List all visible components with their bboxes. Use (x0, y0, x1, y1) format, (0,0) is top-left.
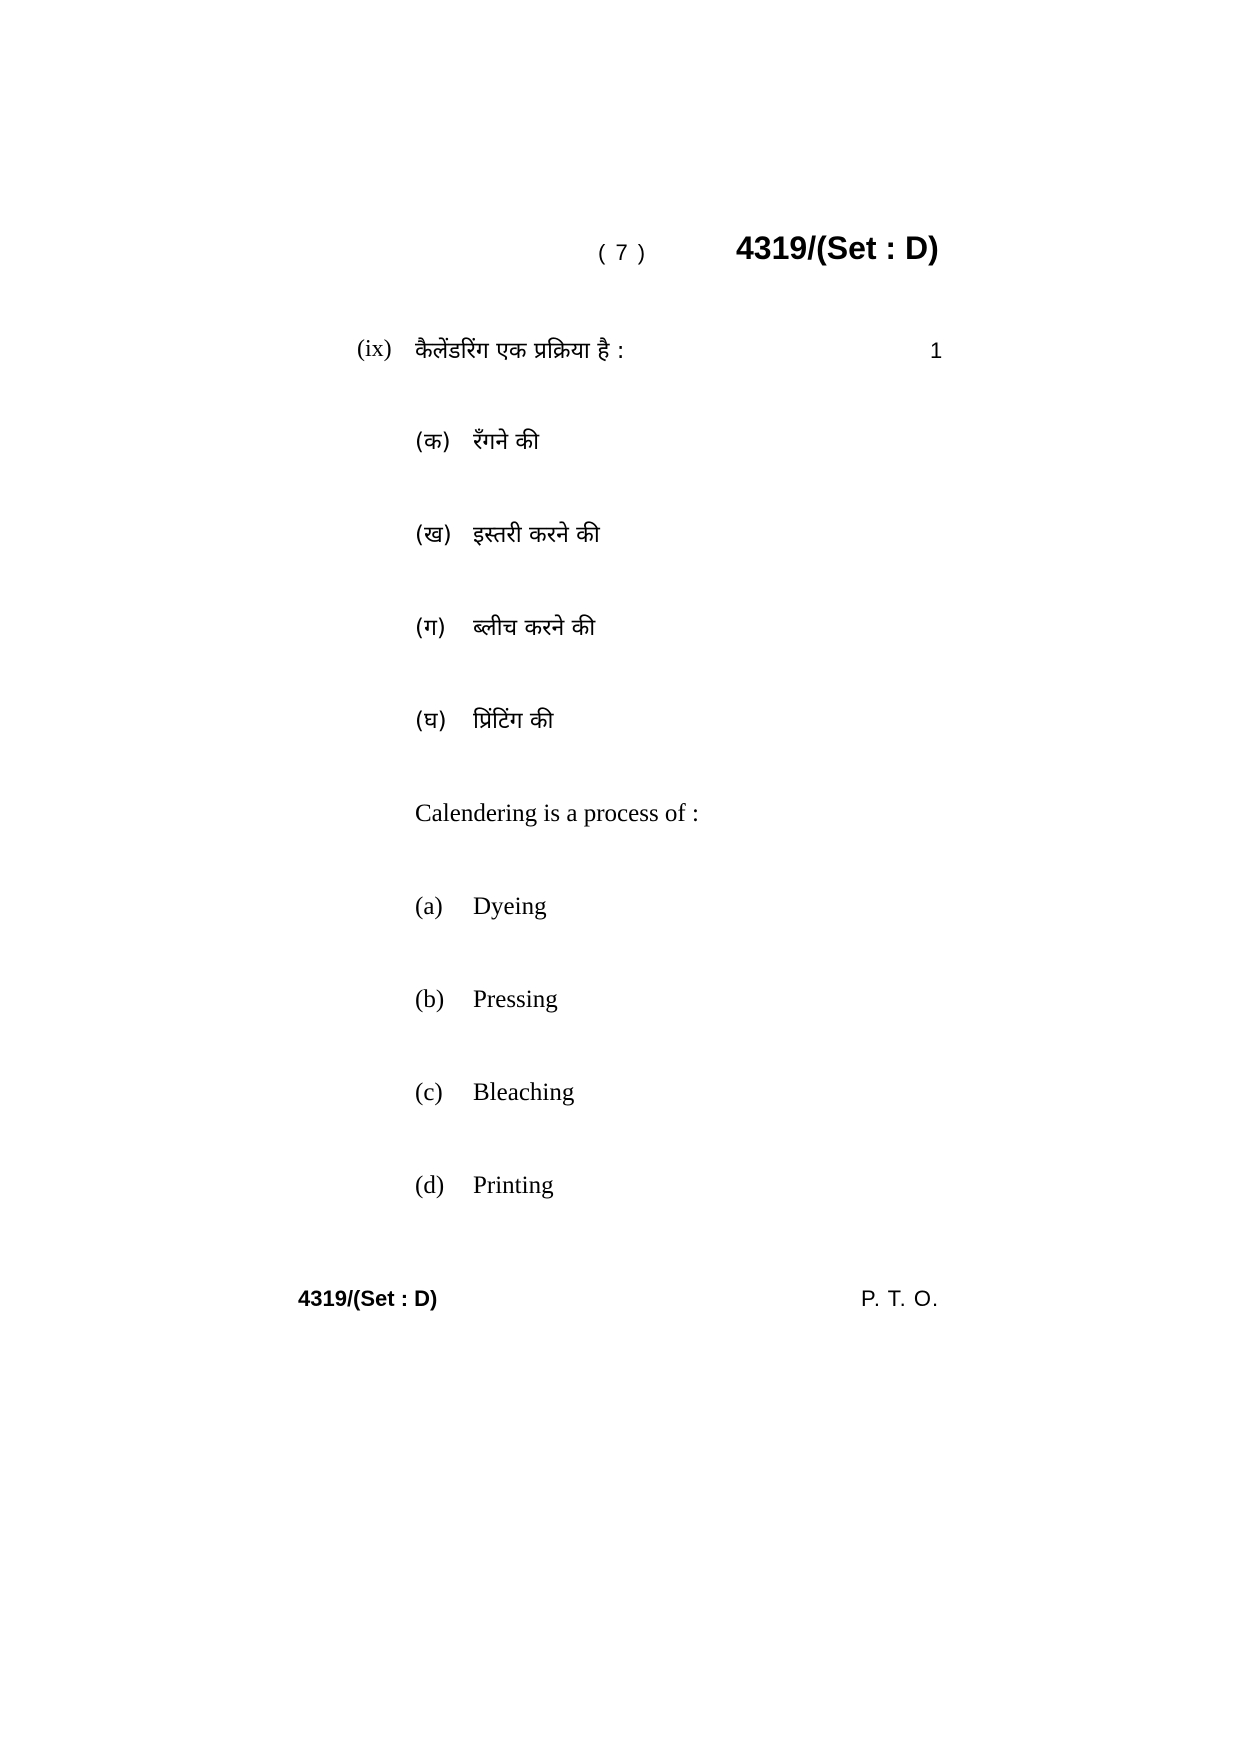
option-label: (घ) (415, 708, 447, 734)
option-text: Pressing (473, 986, 558, 1013)
option-text: ब्लीच करने की (473, 615, 596, 641)
paper-code-footer: 4319/(Set : D) (298, 1286, 438, 1311)
option-label: (c) (415, 1079, 443, 1106)
paper-code-header: 4319/(Set : D) (736, 230, 939, 266)
option-text: Dyeing (473, 893, 547, 920)
option-text: Bleaching (473, 1079, 575, 1106)
please-turn-over: P. T. O. (861, 1286, 940, 1311)
option-label: (d) (415, 1172, 445, 1199)
option-label: (a) (415, 893, 443, 920)
option-text: प्रिंटिंग की (473, 708, 554, 734)
option-text: Printing (473, 1172, 554, 1199)
question-text-hindi: कैलेंडरिंग एक प्रक्रिया है : (415, 338, 625, 364)
option-label: (b) (415, 986, 445, 1013)
question-marks: 1 (930, 338, 943, 363)
option-label: (ख) (415, 522, 452, 548)
option-label: (क) (415, 429, 451, 455)
question-number: (ix) (357, 336, 392, 362)
option-text: इस्तरी करने की (473, 522, 600, 548)
option-text: रँगने की (473, 429, 540, 455)
option-label: (ग) (415, 615, 446, 641)
question-text-english: Calendering is a process of : (415, 800, 699, 827)
page-number: ( 7 ) (598, 240, 648, 265)
